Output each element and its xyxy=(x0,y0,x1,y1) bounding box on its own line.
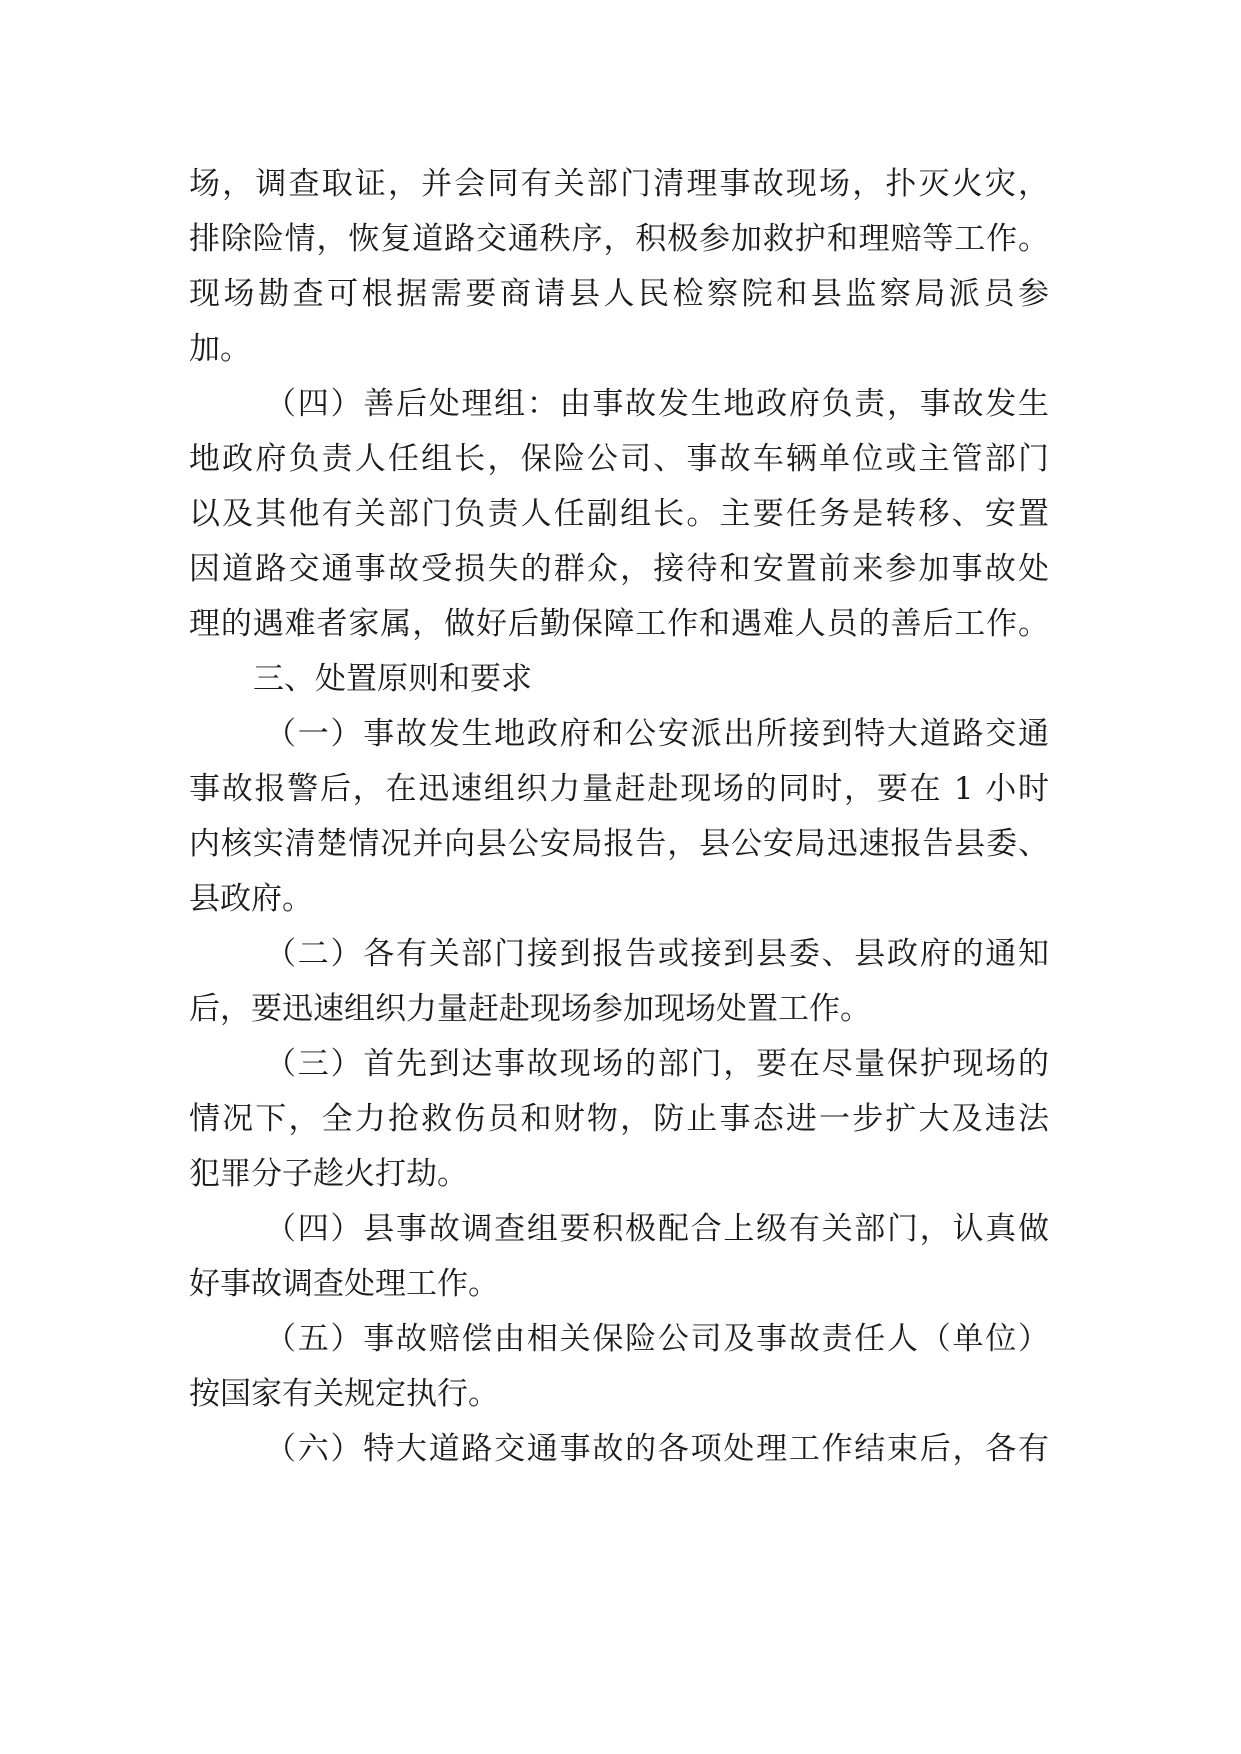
text-line: 现场勘查可根据需要商请县人民检察院和县监察局派员参 xyxy=(189,276,1049,312)
paragraph-first-line: （三）首先到达事故现场的部门，要在尽量保护现场的 xyxy=(265,1046,1049,1082)
text-line: 内核实清楚情况并向县公安局报告，县公安局迅速报告县委、 xyxy=(189,826,1049,862)
text-line: 理的遇难者家属，做好后勤保障工作和遇难人员的善后工作。 xyxy=(189,606,1049,642)
text-line: 情况下，全力抢救伤员和财物，防止事态进一步扩大及违法 xyxy=(189,1101,1049,1137)
text-line: 县政府。 xyxy=(189,881,313,917)
text-line: 犯罪分子趁火打劫。 xyxy=(189,1156,468,1192)
text-line: 加。 xyxy=(189,331,251,367)
text-line: 场，调查取证，并会同有关部门清理事故现场，扑灭火灾， xyxy=(189,166,1049,202)
text-line: 好事故调查处理工作。 xyxy=(189,1266,499,1302)
paragraph-first-line: （二）各有关部门接到报告或接到县委、县政府的通知 xyxy=(265,936,1049,972)
text-line: 以及其他有关部门负责人任副组长。主要任务是转移、安置 xyxy=(189,496,1049,532)
text-line: 后，要迅速组织力量赶赴现场参加现场处置工作。 xyxy=(189,991,871,1027)
text-line: 地政府负责人任组长，保险公司、事故车辆单位或主管部门 xyxy=(189,441,1049,477)
paragraph-first-line: （六）特大道路交通事故的各项处理工作结束后，各有 xyxy=(265,1431,1049,1467)
section-heading: 三、处置原则和要求 xyxy=(253,661,532,697)
paragraph-first-line: （四）县事故调查组要积极配合上级有关部门，认真做 xyxy=(265,1211,1049,1247)
paragraph-first-line: （四）善后处理组：由事故发生地政府负责，事故发生 xyxy=(265,386,1049,422)
text-line: 事故报警后，在迅速组织力量赶赴现场的同时，要在 1 小时 xyxy=(189,771,1049,807)
text-line: 按国家有关规定执行。 xyxy=(189,1376,499,1412)
text-line: 因道路交通事故受损失的群众，接待和安置前来参加事故处 xyxy=(189,551,1049,587)
paragraph-first-line: （五）事故赔偿由相关保险公司及事故责任人（单位） xyxy=(265,1321,1049,1357)
paragraph-first-line: （一）事故发生地政府和公安派出所接到特大道路交通 xyxy=(265,716,1049,752)
text-line: 排除险情，恢复道路交通秩序，积极参加救护和理赔等工作。 xyxy=(189,221,1049,257)
